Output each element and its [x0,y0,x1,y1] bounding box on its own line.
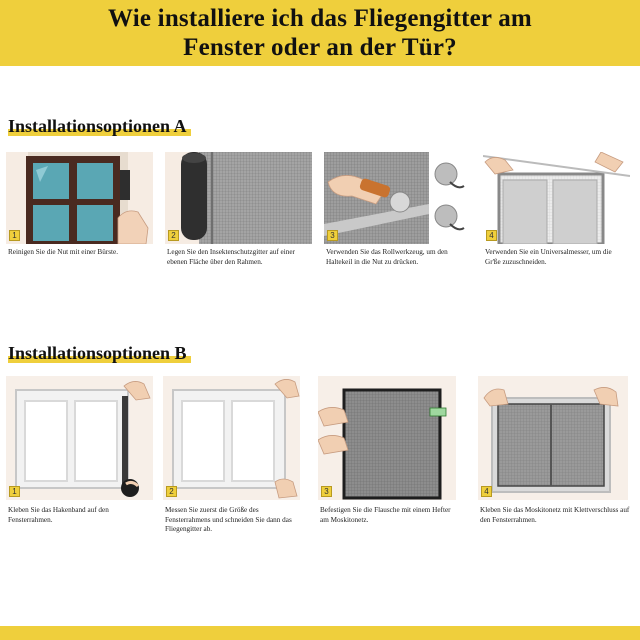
step-a2-caption: Legen Sie den Insektenschutzgitter auf einer ebenen Fläche über den Rahmen. [167,248,295,266]
step-b4-illustration [478,376,628,500]
step-b2-caption: Messen Sie zuerst die Größe des Fensterrahmens und schneiden Sie dann das Fliegengitter ab. [165,506,292,533]
step-b2-illustration [163,376,300,500]
section-a-title [8,115,187,137]
step-a3-illustration [324,152,471,244]
step-number-badge: 3 [321,486,332,497]
step-a4-illustration [483,152,630,244]
section-b-title [8,342,187,364]
stapler-mesh-icon [318,376,456,500]
page-title-line-2: Fenster oder an der Tür? [183,34,457,61]
step-a1-caption: Reinigen Sie die Nut mit einer Bürste. [8,248,118,256]
step-b4-caption: Kleben Sie das Moskitonetz mit Klettverschluss auf den Fensterrahmen. [480,506,630,524]
roller-tool-icon [324,152,471,244]
step-b3-caption: Befestigen Sie die Flausche mit einem Hefter am Moskitonetz. [320,506,451,524]
hook-tape-window-icon [6,376,153,500]
step-a4-caption: Verwenden Sie ein Universalmesser, um die Gr'ße zuzuschneiden. [485,248,612,266]
step-number-badge: 3 [327,230,338,241]
window-cleaning-icon [6,152,153,244]
step-number-badge: 2 [168,230,179,241]
header-banner [0,0,640,66]
measure-window-icon [163,376,300,500]
utility-knife-icon [483,152,630,244]
footer-bar [0,626,640,640]
step-a3-caption: Verwenden Sie das Rollwerkzeug, um den Haltekeil in die Nut zu drücken. [326,248,448,266]
step-number-badge: 2 [166,486,177,497]
step-b1-caption: Kleben Sie das Hakenband auf den Fensterrahmen. [8,506,109,524]
step-number-badge: 4 [486,230,497,241]
section-a-title-text: Installationsoptionen A [8,116,187,136]
velcro-mesh-window-icon [478,376,628,500]
section-b-title-text: Installationsoptionen B [8,343,187,363]
step-b3-illustration [318,376,456,500]
step-b1-illustration [6,376,153,500]
step-a1-illustration [6,152,153,244]
step-number-badge: 1 [9,486,20,497]
step-number-badge: 1 [9,230,20,241]
mesh-roll-icon [165,152,312,244]
page-title-line-1: Wie installiere ich das Fliegengitter am [108,5,532,32]
step-number-badge: 4 [481,486,492,497]
step-a2-illustration [165,152,312,244]
